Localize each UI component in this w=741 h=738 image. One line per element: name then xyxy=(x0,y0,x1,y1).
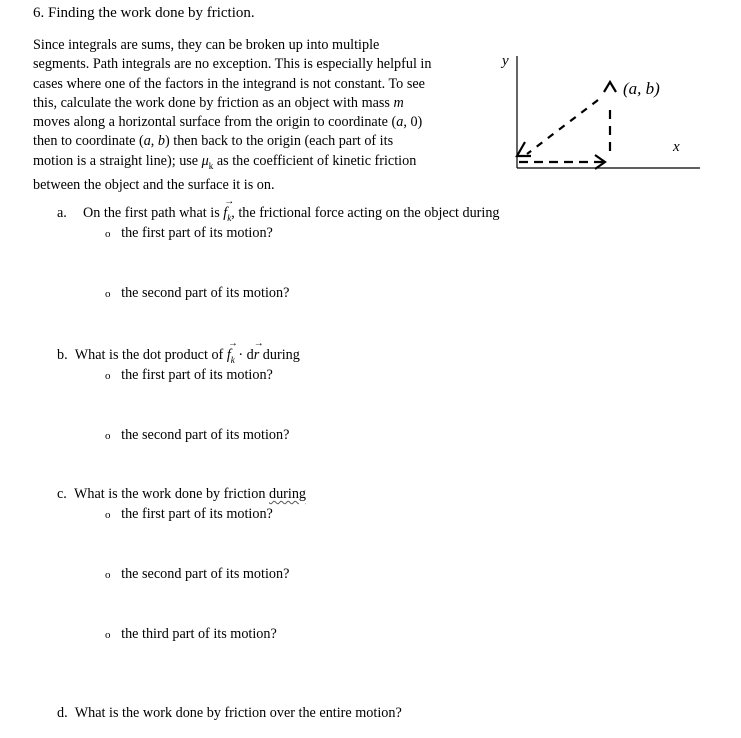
intro-line: moves along a horizontal surface from the origin to coordinate (a, 0) xyxy=(33,114,423,131)
list-item: o the first part of its motion? xyxy=(105,367,273,383)
question-d: d. What is the work done by friction over the entire motion? xyxy=(57,705,402,721)
path-segment-3 xyxy=(527,100,598,154)
y-axis-label: y xyxy=(502,53,509,69)
intro-line: this, calculate the work done by friction as an object with mass m xyxy=(33,94,404,111)
intro-line: Since integrals are sums, they can be broken up into multiple xyxy=(33,37,380,53)
intro-line: cases where one of the factors in the integrand is not constant. To see xyxy=(33,75,425,92)
arrow-head-2 xyxy=(604,82,616,92)
intro-paragraph xyxy=(33,36,431,195)
list-item: o the second part of its motion? xyxy=(105,285,290,301)
problem-title: 6. Finding the work done by friction. xyxy=(33,5,255,21)
intro-line: motion is a straight line); use $\mu_k$ as the coefficient of kinetic friction xyxy=(33,152,417,171)
intro-line: then to coordinate (a, b) then back to the origin (each part of its xyxy=(33,133,394,150)
x-axis-label: x xyxy=(673,139,680,155)
intro-line: between the object and the surface it is on. xyxy=(33,176,275,193)
question-a-text: On the first path what is → $f_k$, the frictional force acting on the object during xyxy=(83,196,500,223)
intro-line: segments. Path integrals are no exception. This is especially helpful in xyxy=(33,56,432,73)
point-label: (a, b) xyxy=(623,79,660,98)
question-a: a. xyxy=(57,205,67,221)
list-item: o the second part of its motion? xyxy=(105,566,290,582)
question-c: c. What is the work done by friction during xyxy=(57,486,307,502)
list-item: o the third part of its motion? xyxy=(105,626,277,642)
list-item: o the first part of its motion? xyxy=(105,506,273,522)
path-diagram xyxy=(495,48,715,178)
question-b: b. What is the dot product of → $f_k \cdot d$ → r during xyxy=(57,338,300,365)
list-item: o the second part of its motion? xyxy=(105,427,290,443)
list-item: o the first part of its motion? xyxy=(105,225,273,241)
